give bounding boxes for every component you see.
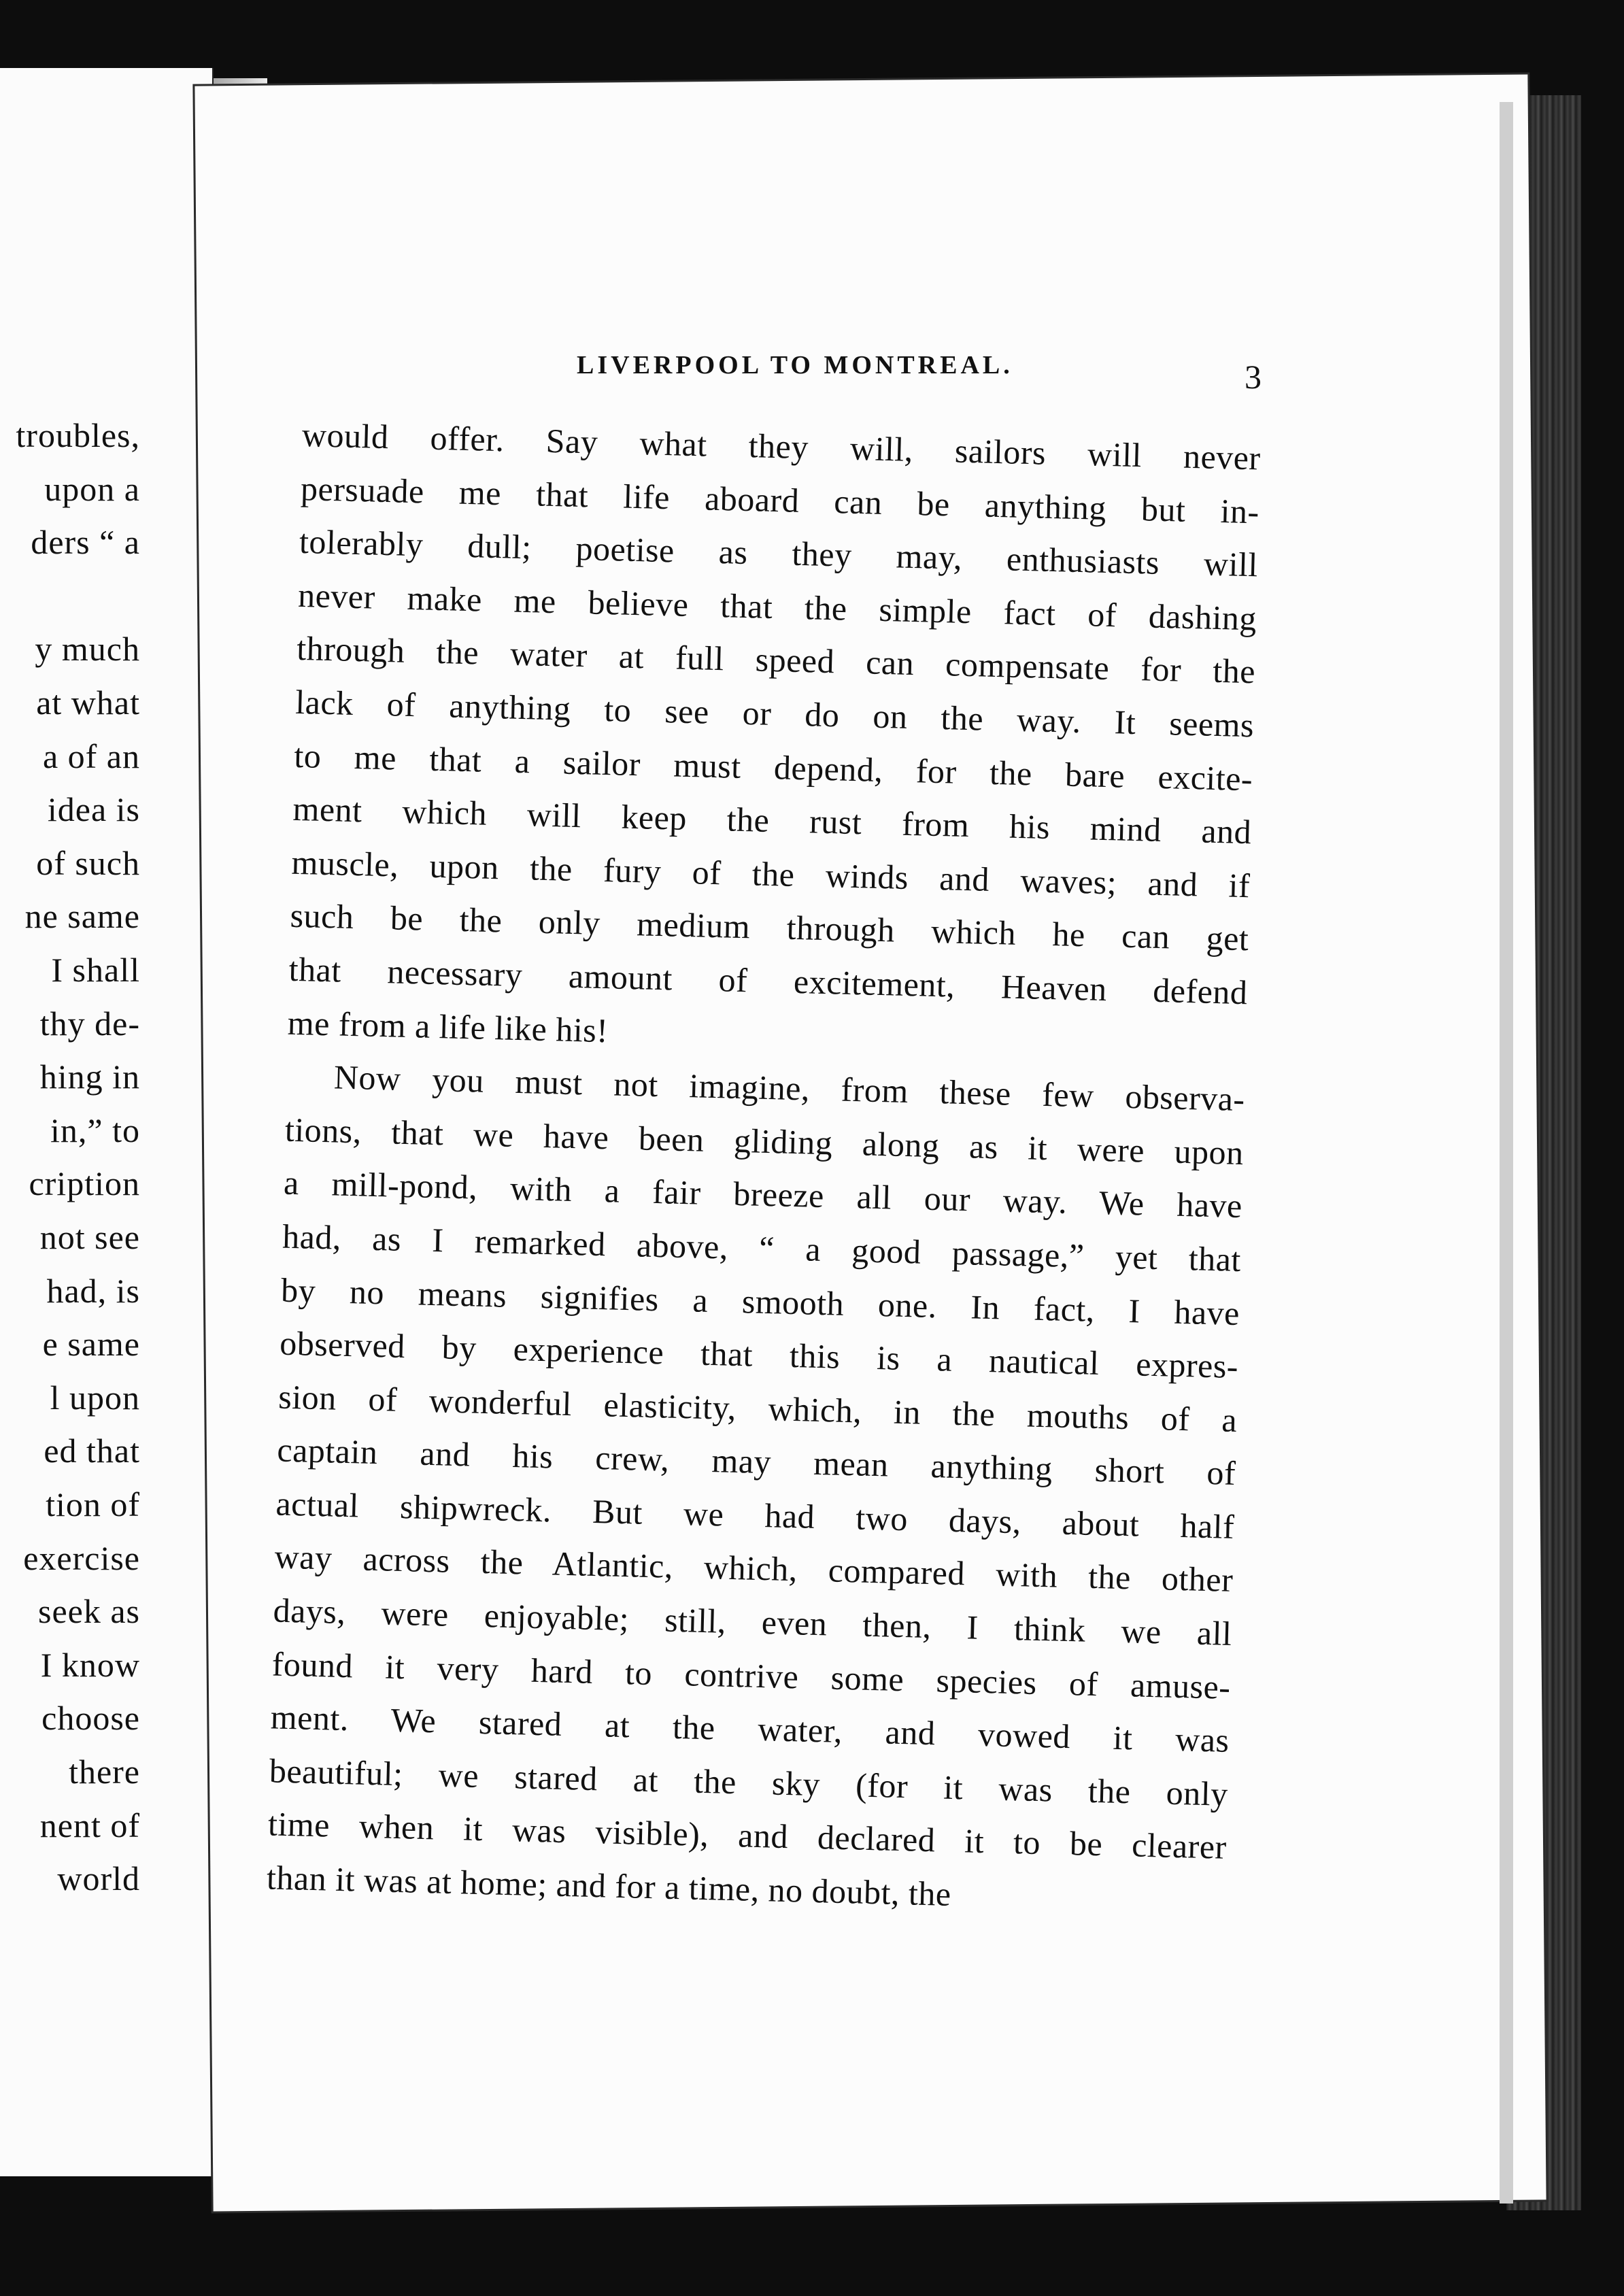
text-line: tolerably dull; poetise as they may, enthusiasts will — [299, 522, 1259, 584]
left-page-line: idea is — [47, 790, 140, 829]
left-page-line: e same — [42, 1325, 140, 1364]
text-line: had, as I remarked above, “ a good passage,” yet that — [282, 1217, 1242, 1279]
text-line: such be the only medium through which he can get — [290, 896, 1250, 958]
body-text — [266, 408, 1261, 1927]
text-line: way across the Atlantic, which, compared with the other — [274, 1537, 1234, 1600]
text-line: found it very hard to contrive some species of amuse- — [271, 1644, 1232, 1706]
text-line: tions, that we have been gliding along as it were upon — [284, 1110, 1245, 1172]
left-page-line: of such — [36, 843, 140, 882]
text-line: observed by experience that this is a nautical expres- — [279, 1323, 1239, 1386]
text-line: ment which will keep the rust from his mind and — [292, 789, 1252, 851]
left-page-line: ed that — [44, 1432, 140, 1470]
left-page-line: troubles, — [16, 416, 140, 454]
text-line: than it was at home; and for a time, no doubt, the — [266, 1858, 952, 1913]
left-page-line: ders “ a — [31, 523, 140, 562]
left-page-line: a of an — [42, 737, 140, 775]
text-line: sion of wonderful elasticity, which, in the mouths of a — [277, 1377, 1238, 1439]
text-line: would offer. Say what they will, sailors will never — [301, 415, 1262, 477]
text-line: lack of anything to see or do on the way. It seems — [294, 682, 1255, 745]
left-page-line: choose — [41, 1699, 140, 1738]
text-line: that necessary amount of excitement, Heaven defend — [288, 949, 1249, 1012]
text-line: time when it was visible), and declared it to be clearer — [267, 1804, 1228, 1867]
text-line: me from a life like his! — [287, 1003, 609, 1049]
left-page-line: there — [69, 1753, 140, 1791]
page-number: 3 — [1245, 358, 1262, 396]
text-line: persuade me that life aboard can be anything but in- — [300, 469, 1260, 530]
left-facing-page — [0, 68, 214, 2176]
left-page-line: I shall — [51, 951, 140, 989]
left-page-line: not see — [39, 1218, 140, 1256]
left-page-line: thy de- — [39, 1004, 140, 1043]
text-line: a mill-pond, with a fair breeze all our way. We have — [283, 1163, 1243, 1226]
text-line: through the water at full speed can compensate for the — [296, 629, 1256, 691]
left-page-line: had, is — [46, 1271, 140, 1310]
paragraph-start-line: Now you must not imagine, from these few observa- — [333, 1058, 1246, 1119]
text-line: to me that a sailor must depend, for the bare excite- — [293, 736, 1253, 798]
left-page-line: upon a — [44, 469, 140, 508]
left-page-line: at what — [36, 683, 140, 722]
text-line: ment. We stared at the water, and vowed it was — [270, 1698, 1230, 1760]
left-page-line: hing in — [39, 1058, 140, 1096]
text-line: muscle, upon the fury of the winds and waves; and if — [291, 843, 1251, 905]
left-page-line: exercise — [23, 1538, 140, 1577]
left-page-line: tion of — [46, 1485, 140, 1523]
left-page-line: cription — [29, 1164, 140, 1203]
left-page-line: y much — [35, 630, 140, 669]
text-line: days, were enjoyable; still, even then, I think we all — [273, 1591, 1233, 1653]
text-line: actual shipwreck. But we had two days, about half — [275, 1484, 1235, 1546]
text-line: beautiful; we stared at the sky (for it was the only — [269, 1751, 1229, 1813]
left-page-line: I know — [40, 1645, 140, 1684]
text-line: captain and his crew, may mean anything short of — [276, 1430, 1236, 1493]
left-page-line: nent of — [39, 1806, 140, 1844]
left-page-line: in,” to — [50, 1111, 140, 1149]
left-page-line: world — [57, 1859, 140, 1898]
page-edge — [1500, 102, 1513, 2204]
left-page-line: seek as — [38, 1592, 140, 1631]
left-page-line: ne same — [24, 897, 140, 936]
text-line: never make me believe that the simple fact of dashing — [297, 575, 1257, 638]
running-head: LIVERPOOL TO MONTREAL. — [577, 351, 1013, 379]
left-page-line: l upon — [50, 1378, 140, 1417]
text-line: by no means signifies a smooth one. In fact, I have — [280, 1270, 1240, 1332]
